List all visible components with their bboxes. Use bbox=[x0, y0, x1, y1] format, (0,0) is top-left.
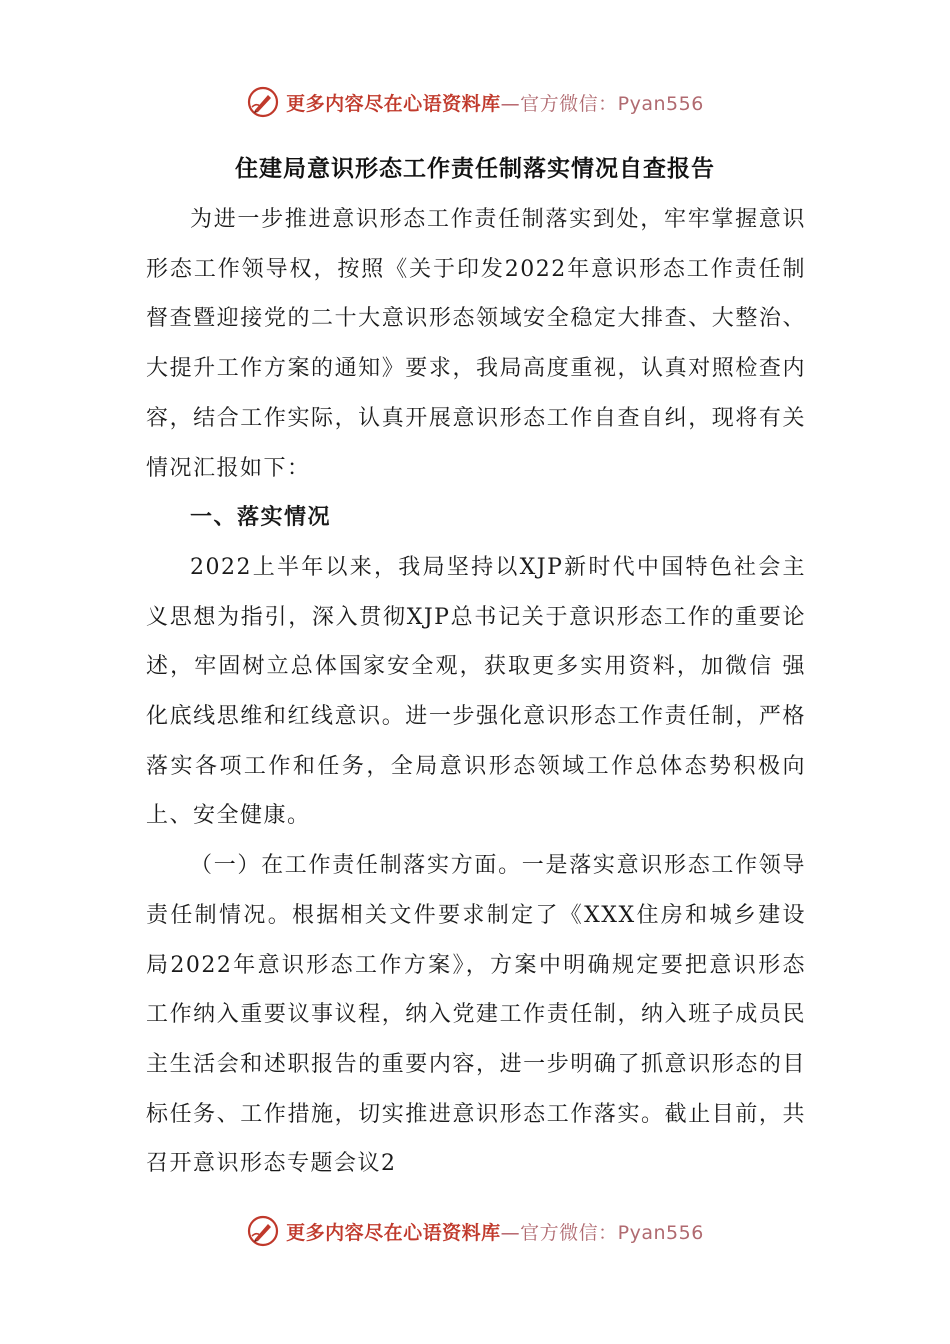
banner-wechat-text: 官方微信：Pyan556 bbox=[520, 1221, 704, 1244]
document-body bbox=[146, 195, 806, 1189]
banner-text bbox=[286, 89, 704, 116]
banner-separator: — bbox=[500, 92, 521, 115]
banner-wechat-text: 官方微信：Pyan556 bbox=[520, 92, 704, 115]
document-title: 住建局意识形态工作责任制落实情况自查报告 bbox=[235, 156, 715, 182]
header-banner bbox=[0, 82, 950, 122]
banner-brand-text: 更多内容尽在心语资料库 bbox=[286, 92, 501, 115]
banner-brand-text: 更多内容尽在心语资料库 bbox=[286, 1221, 501, 1244]
footer-banner bbox=[0, 1211, 950, 1251]
pen-logo-icon bbox=[246, 85, 280, 119]
intro-paragraph: 为进一步推进意识形态工作责任制落实到处，牢牢掌握意识形态工作领导权，按照《关于印发2022年意识形态工作责任制督查暨迎接党的二十大意识形态领域安全稳定大排查、大整治、大提升工作方案的通知》要求，我局高度重视，认真对照检查内容，结合工作实际，认真开展意识形态工作自查自纠，现将有关情况汇报如下： bbox=[146, 207, 806, 481]
banner-separator: — bbox=[500, 1221, 521, 1244]
section-paragraph-1: 2022上半年以来，我局坚持以XJP新时代中国特色社会主义思想为指引，深入贯彻XJP总书记关于意识形态工作的重要论述，牢固树立总体国家安全观，获取更多实用资料，加微信 强化底线思维和红线意识。进一步强化意识形态工作责任制，严格落实各项工作和任务，全局意识形态领域工作总体态势积极向上、安全健康。 bbox=[146, 554, 806, 829]
section-paragraph-2: （一）在工作责任制落实方面。一是落实意识形态工作领导责任制情况。根据相关文件要求制定了《XXX住房和城乡建设局2022年意识形态工作方案》，方案中明确规定要把意识形态工作纳入重要议事议程，纳入党建工作责任制，纳入班子成员民主生活会和述职报告的重要内容，进一步明确了抓意识形态的目标任务、工作措施，切实推进意识形态工作落实。截止目前，共召开意识形态专题会议2 bbox=[146, 853, 806, 1177]
section-heading: 一、落实情况 bbox=[190, 505, 332, 531]
banner-text bbox=[286, 1218, 704, 1245]
pen-logo-icon bbox=[246, 1214, 280, 1248]
